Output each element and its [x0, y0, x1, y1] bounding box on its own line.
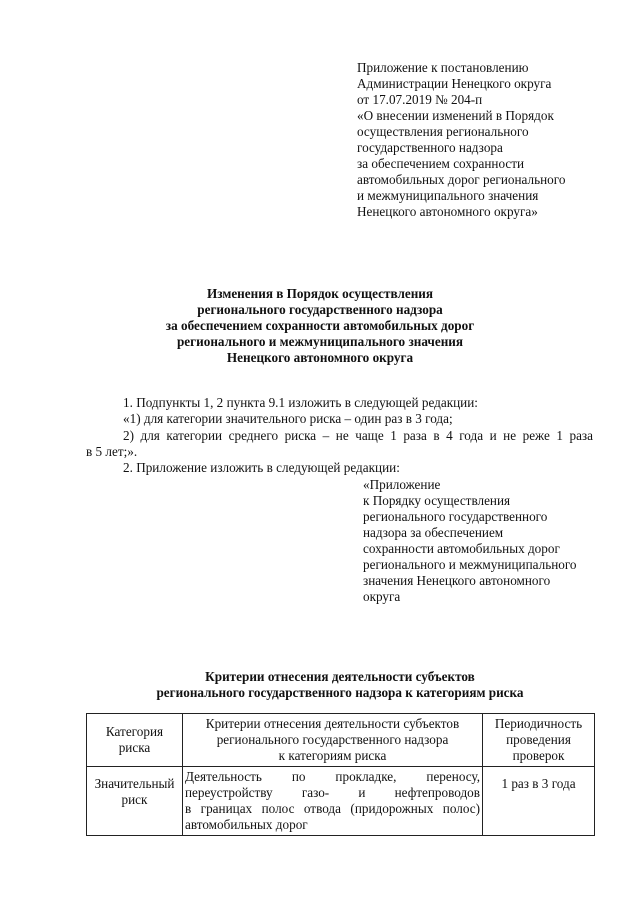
- cell-text: риск: [121, 792, 148, 807]
- header-line: от 17.07.2019 № 204-п: [357, 92, 483, 107]
- appendix-line: надзора за обеспечением: [363, 525, 504, 540]
- cell-text: в границах полос отвода (придорожных полос): [185, 801, 480, 816]
- header-text: регионального государственного надзора: [216, 732, 449, 747]
- header-line: и межмуниципального значения: [357, 188, 539, 203]
- title-line: Ненецкого автономного округа: [226, 350, 414, 365]
- paragraph-4: 2. Приложение изложить в следующей редакции:: [123, 460, 400, 475]
- appendix-line: регионального государственного: [363, 509, 548, 524]
- header-cell-criteria: [183, 714, 483, 767]
- header-line: осуществления регионального: [357, 124, 529, 139]
- table-row: [87, 767, 595, 836]
- cell-criteria: [183, 767, 483, 836]
- table-header-row: [87, 714, 595, 767]
- appendix-line: регионального и межмуниципального: [363, 557, 577, 572]
- header-line: Приложение к постановлению: [357, 60, 529, 75]
- header-line: Администрации Ненецкого округа: [357, 76, 552, 91]
- cell-text: автомобильных дорог: [185, 817, 308, 832]
- header-line: государственного надзора: [357, 140, 503, 155]
- header-cell-period: [483, 714, 595, 767]
- title-line: Изменения в Порядок осуществления: [206, 286, 434, 301]
- paragraph-1: 1. Подпункты 1, 2 пункта 9.1 изложить в следующей редакции:: [123, 395, 478, 410]
- risk-criteria-table: [86, 713, 595, 836]
- header-line: «О внесении изменений в Порядок: [357, 108, 554, 123]
- cell-category: [87, 767, 183, 836]
- title-line: за обеспечением сохранности автомобильных дорог: [165, 318, 475, 333]
- header-text: Категория: [105, 724, 164, 739]
- cell-period: 1 раз в 3 года: [483, 767, 595, 836]
- title-line: регионального и межмуниципального значения: [176, 334, 464, 349]
- criteria-title-line: регионального государственного надзора к категориям риска: [156, 685, 524, 700]
- appendix-line: округа: [363, 589, 401, 604]
- header-text: риска: [118, 740, 151, 755]
- header-line: за обеспечением сохранности: [357, 156, 525, 171]
- appendix-line: сохранности автомобильных дорог: [363, 541, 560, 556]
- header-text: Критерии отнесения деятельности субъектов: [205, 716, 460, 731]
- cell-text: переустройству газо- и нефтепроводов: [185, 785, 480, 800]
- paragraph-3: 2) для категории среднего риска – не чаще 1 раза в 4 года и не реже 1 раза: [123, 428, 593, 443]
- cell-text: Значительный: [94, 776, 175, 791]
- title-line: регионального государственного надзора: [197, 302, 443, 317]
- cell-text: Деятельность по прокладке, переносу,: [185, 769, 480, 784]
- paragraph-3-cont: в 5 лет;».: [86, 444, 138, 459]
- header-cell-category: [87, 714, 183, 767]
- appendix-line: к Порядку осуществления: [363, 493, 511, 508]
- criteria-title-line: Критерии отнесения деятельности субъектов: [205, 669, 475, 684]
- header-text: Периодичность: [494, 716, 583, 731]
- header-line: Ненецкого автономного округа»: [357, 204, 538, 219]
- header-line: автомобильных дорог регионального: [357, 172, 566, 187]
- header-text: проведения: [506, 732, 571, 747]
- appendix-line: значения Ненецкого автономного: [363, 573, 551, 588]
- appendix-line: «Приложение: [363, 477, 441, 492]
- paragraph-2: «1) для категории значительного риска – один раз в 3 года;: [123, 411, 453, 426]
- header-text: проверок: [512, 748, 565, 763]
- header-text: к категориям риска: [278, 748, 387, 763]
